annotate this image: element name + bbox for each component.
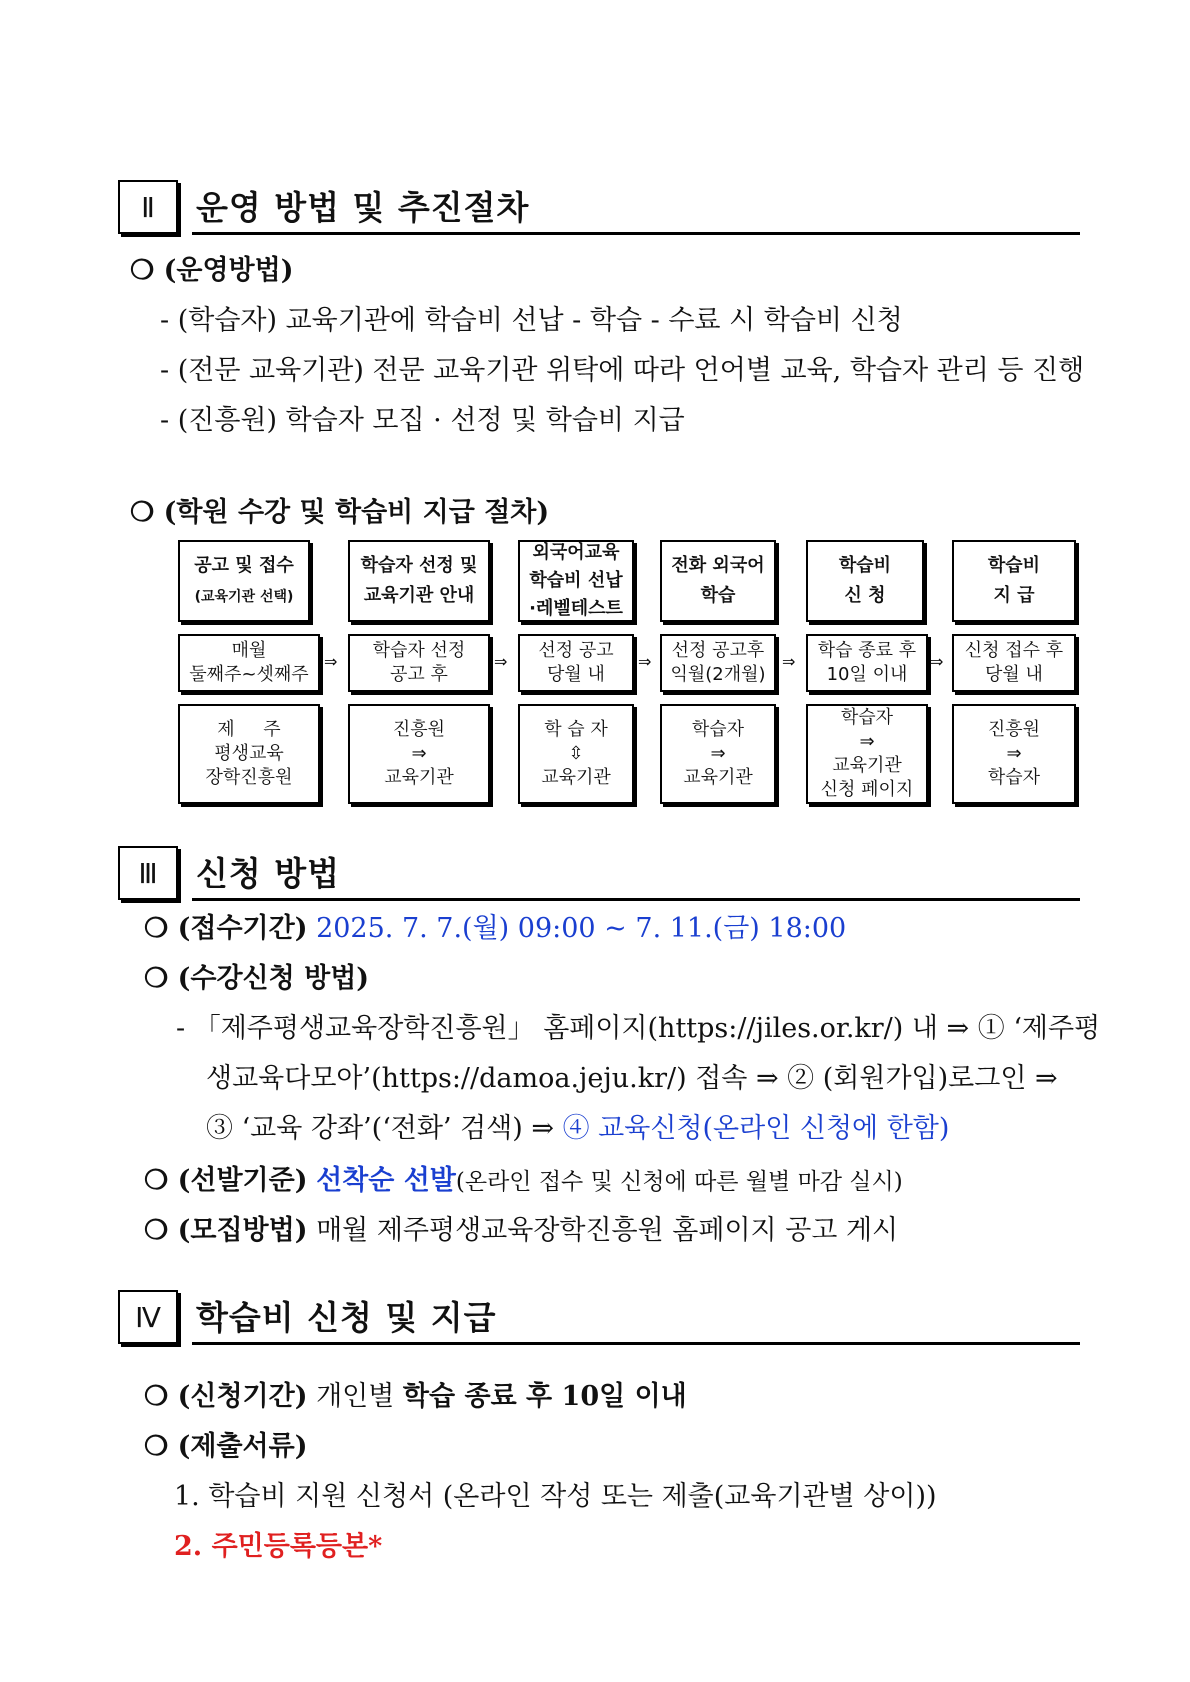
step-actor: 학습자 ⇒ 교육기관 [660, 704, 776, 804]
method-line: - 「제주평생교육장학진흥원」 홈페이지(https://jiles.or.kr/) 내 ⇒ ① ‘제주평 [176, 1013, 1101, 1044]
flow-arrow: ⇒ [638, 652, 652, 671]
section-2-header [118, 180, 1080, 236]
section-number: Ⅲ [118, 846, 178, 900]
documents-heading: ❍ (제출서류) [144, 1431, 308, 1462]
operation-item: - (진흥원) 학습자 모집 · 선정 및 학습비 지급 [160, 405, 685, 436]
enrollment-method-heading: ❍ (수강신청 방법) [144, 963, 370, 994]
step-timing: 신청 접수 후 당월 내 [952, 634, 1076, 692]
step-timing: 선정 공고 당월 내 [518, 634, 634, 692]
document-item: 1. 학습비 지원 신청서 (온라인 작성 또는 제출(교육기관별 상이)) [174, 1481, 937, 1512]
section-rule [192, 1342, 1080, 1345]
section-3-header [118, 846, 1080, 902]
selection-criteria: ❍ (선발기준) 선착순 선발(온라인 접수 및 신청에 따른 월별 마감 실시) [144, 1165, 903, 1196]
document-item: 2. 주민등록등본* [174, 1531, 383, 1562]
application-period: ❍ (접수기간) 2025. 7. 7.(월) 09:00 ~ 7. 11.(금) 18:00 [144, 913, 847, 944]
operation-item: - (전문 교육기관) 전문 교육기관 위탁에 따라 언어별 교육, 학습자 관리 등 진행 [160, 355, 1085, 386]
claim-period: ❍ (신청기간) 개인별 학습 종료 후 10일 이내 [144, 1381, 687, 1412]
step-head: 학습자 선정 및 교육기관 안내 [348, 540, 490, 622]
method-line: ③ ‘교육 강좌’(‘전화’ 검색) ⇒ ④ 교육신청(온라인 신청에 한함) [206, 1113, 950, 1144]
operation-item: - (학습자) 교육기관에 학습비 선납 - 학습 - 수료 시 학습비 신청 [160, 305, 903, 336]
flow-arrow: ⇒ [782, 652, 796, 671]
flow-arrow: ⇒ [324, 652, 338, 671]
recruitment-method: ❍ (모집방법) 매월 제주평생교육장학진흥원 홈페이지 공고 게시 [144, 1215, 899, 1246]
section-number: Ⅳ [118, 1290, 178, 1344]
section-number: Ⅱ [118, 180, 178, 234]
step-actor: 학 습 자 ⇳ 교육기관 [518, 704, 634, 804]
step-head: 공고 및 접수 (교육기관 선택) [178, 540, 310, 622]
flow-arrow: ⇒ [494, 652, 508, 671]
section-title: 운영 방법 및 추진절차 [196, 188, 530, 227]
step-actor: 진흥원 ⇒ 학습자 [952, 704, 1076, 804]
method-line: 생교육다모아’(https://damoa.jeju.kr/) 접속 ⇒ ② (회원가입)로그인 ⇒ [206, 1063, 1058, 1094]
flow-arrow: ⇒ [930, 652, 944, 671]
step-head: 전화 외국어 학습 [660, 540, 776, 622]
section-rule [192, 898, 1080, 901]
procedure-heading: ❍ (학원 수강 및 학습비 지급 절차) [130, 497, 550, 528]
step-timing: 선정 공고후 익월(2개월) [660, 634, 776, 692]
step-head: 학습비 지 급 [952, 540, 1076, 622]
step-actor: 제 주 평생교육 장학진흥원 [178, 704, 320, 804]
section-rule [192, 232, 1080, 235]
step-timing: 학습자 선정 공고 후 [348, 634, 490, 692]
step-actor: 학습자 ⇒ 교육기관 신청 페이지 [806, 704, 928, 804]
section-4-header [118, 1290, 1080, 1346]
step-timing: 학습 종료 후 10일 이내 [806, 634, 928, 692]
step-actor: 진흥원 ⇒ 교육기관 [348, 704, 490, 804]
step-head: 학습비 신 청 [806, 540, 924, 622]
step-timing: 매월 둘째주~셋째주 [178, 634, 320, 692]
operation-heading: ❍ (운영방법) [130, 255, 294, 286]
step-head: 외국어교육 학습비 선납 ·레벨테스트 [518, 540, 634, 622]
section-title: 신청 방법 [196, 854, 341, 893]
section-title: 학습비 신청 및 지급 [196, 1298, 497, 1337]
